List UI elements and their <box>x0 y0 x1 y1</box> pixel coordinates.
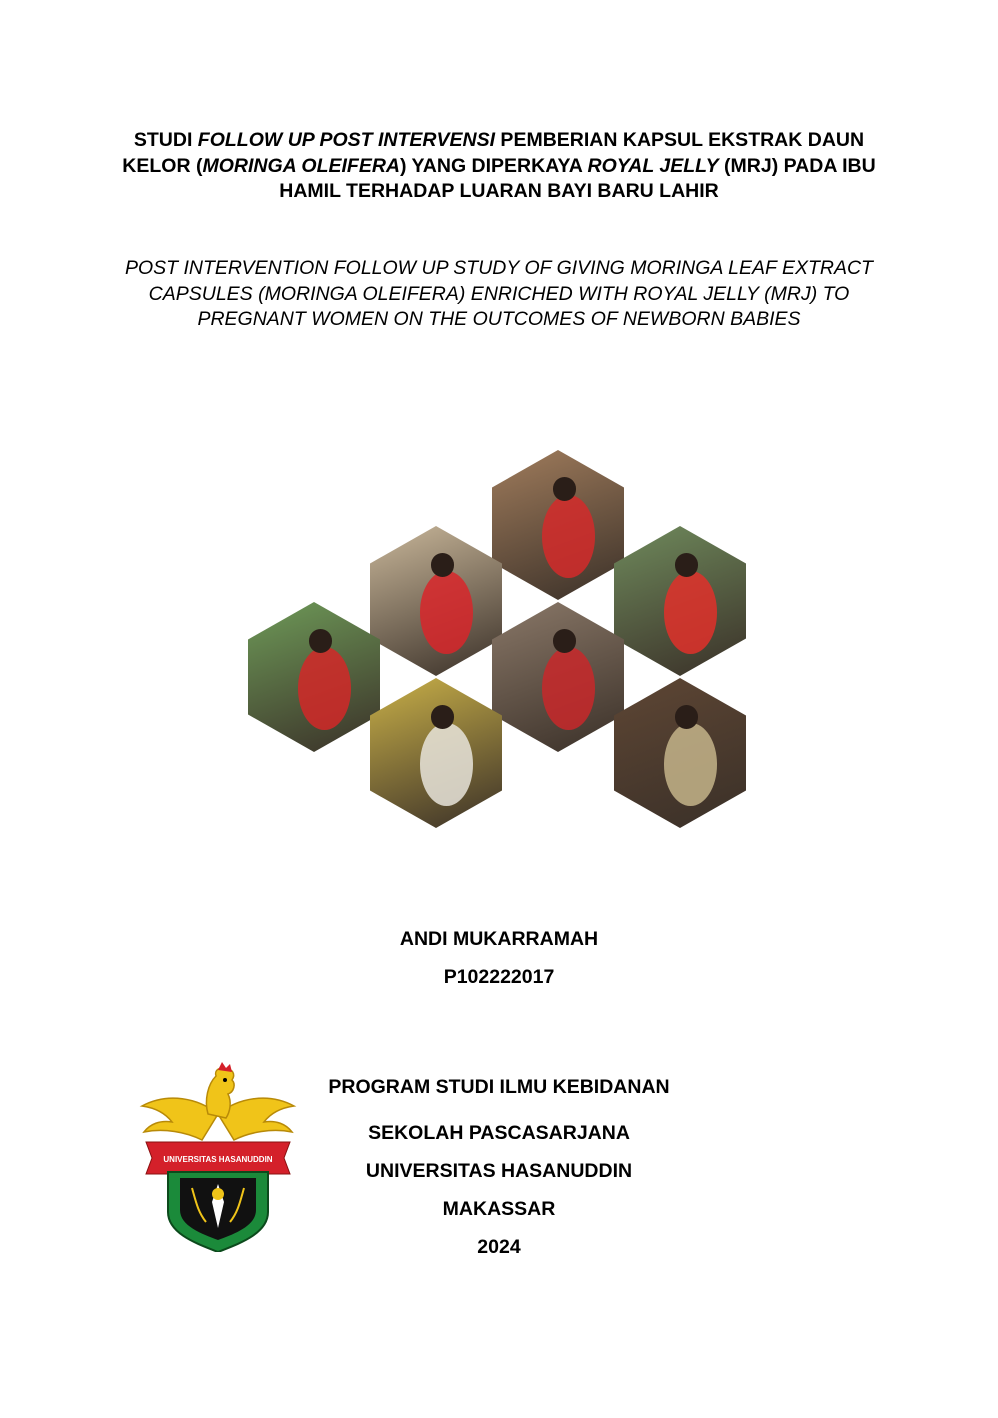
photo-weighing-hanging-scale <box>614 526 746 676</box>
author-name: ANDI MUKARRAMAH <box>399 928 599 950</box>
year: 2024 <box>477 1236 521 1258</box>
title-id-italic-follow-up: FOLLOW UP POST INTERVENSI <box>197 129 496 151</box>
figure-shape <box>664 723 717 806</box>
logo-ribbon-text: UNIVERSITAS HASANUDDIN <box>163 1155 273 1164</box>
title-indonesian <box>100 128 898 205</box>
city-name: MAKASSAR <box>442 1198 556 1220</box>
title-id-part: STUDI <box>133 129 198 151</box>
photo-mosaic <box>248 450 768 830</box>
figure-shape <box>664 571 717 654</box>
figure-shape <box>420 723 473 806</box>
title-english: POST INTERVENTION FOLLOW UP STUDY OF GIVING MORINGA LEAF EXTRACT CAPSULES (MORINGA OLEIFERA) ENRICHED WITH ROYAL JELLY (MRJ) TO PREGNANT WOMEN ON THE OUTCOMES OF NEWBORN BABIES <box>125 257 873 330</box>
title-id-part: PEMBERIAN KAPSUL EKSTRAK DAUN KELOR ( <box>122 129 865 177</box>
figure-shape <box>298 647 351 730</box>
photo-home-visit-mother-baby <box>492 450 624 600</box>
title-id-part: ) YANG DIPERKAYA <box>400 154 588 177</box>
university-name: UNIVERSITAS HASANUDDIN <box>365 1160 633 1182</box>
title-id-part: (MRJ) PADA IBU HAMIL TERHADAP LUARAN BAYI BARU LAHIR <box>279 154 876 202</box>
photo-wooden-house-check <box>614 678 746 828</box>
photo-outdoor-hammock <box>248 602 380 752</box>
title-id-italic-royal-jelly: ROYAL JELLY <box>587 154 719 177</box>
title-id-italic-moringa: MORINGA OLEIFERA <box>202 154 400 177</box>
school-name: SEKOLAH PASCASARJANA <box>368 1122 630 1144</box>
figure-shape <box>542 647 595 730</box>
student-id: P102222017 <box>443 966 555 988</box>
photo-interview-mother <box>492 602 624 752</box>
program-name: PROGRAM STUDI ILMU KEBIDANAN <box>328 1076 670 1098</box>
photo-yellow-room-baby <box>370 678 502 828</box>
figure-shape <box>420 571 473 654</box>
photo-midwife-weighing-bed <box>370 526 502 676</box>
figure-shape <box>542 495 595 578</box>
